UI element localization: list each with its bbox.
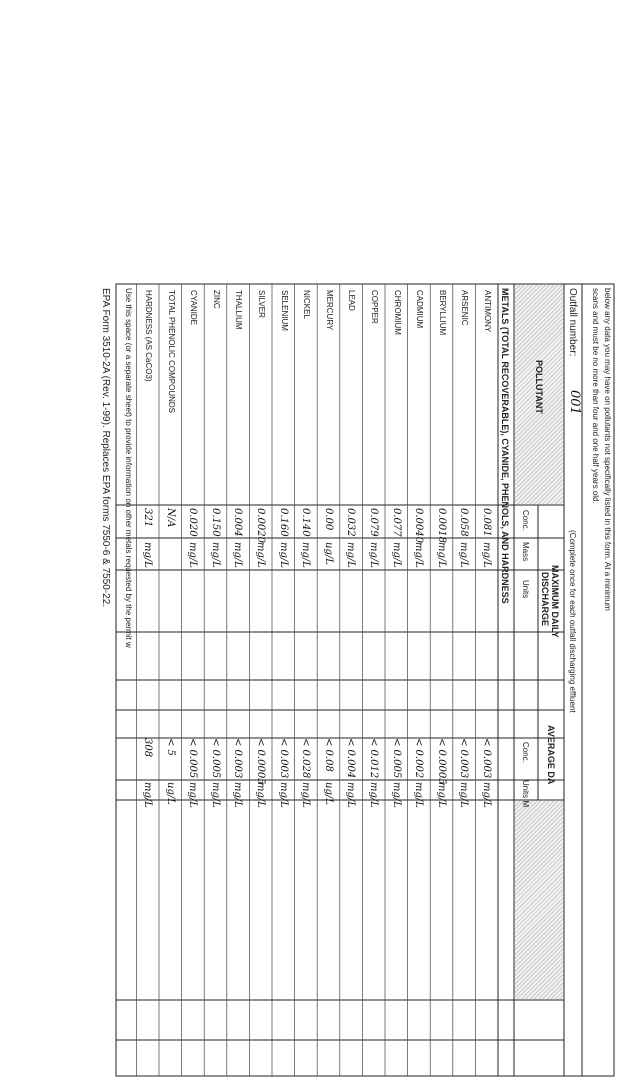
pollutant-name: NICKEL — [302, 290, 312, 319]
intro-line-1: below any data you may have on pollutants not specifically listed in this form. At a minimum — [603, 288, 612, 611]
pollutant-name: BERYLLIUM — [437, 290, 447, 336]
average-units: mg/L — [187, 782, 199, 808]
average-units: mg/L — [345, 782, 357, 808]
average-conc: < 0.012 — [368, 738, 379, 779]
pollutant-name: CHROMIUM — [392, 290, 402, 335]
average-units: mg/L — [435, 782, 447, 808]
max-daily-conc: N/A — [164, 508, 176, 528]
max-daily-conc: 0.077 — [390, 508, 402, 537]
max-daily-units: mg/L — [255, 542, 266, 568]
average-units: mg/L — [255, 782, 266, 808]
max-daily-units: mg/L — [481, 542, 492, 568]
average-units: ug/L — [322, 782, 334, 805]
average-conc: < 0.005 — [390, 738, 402, 779]
max-daily-conc: 0.0040 — [413, 508, 425, 543]
average-conc: < 0.005 — [187, 738, 199, 779]
pollutant-name: LEAD — [347, 290, 357, 311]
average-conc: < 5 — [164, 738, 176, 756]
max-daily-conc: 0.0020 — [255, 508, 266, 543]
max-daily-units: mg/L — [413, 542, 425, 568]
max-daily-units: mg/L — [232, 542, 244, 568]
max-daily-units: mg/L — [142, 542, 153, 568]
average-units: mg/L — [232, 782, 244, 808]
pollutant-name: SILVER — [257, 290, 266, 318]
max-daily-units: mg/L — [345, 542, 357, 568]
max-daily-conc: 0.0018 — [435, 508, 447, 543]
max-daily-header: MAXIMUM DAILY — [550, 565, 560, 638]
max-daily-conc: 0.004 — [232, 508, 244, 537]
outfall-number: 001 — [567, 390, 582, 415]
pollutant-name: ARSENIC — [460, 290, 470, 326]
average-units: mg/L — [390, 782, 402, 808]
average-units: mg/L — [458, 782, 470, 808]
average-units: mg/L — [481, 782, 492, 808]
max-daily-units: ug/L — [322, 542, 334, 565]
pollutant-name: ANTIMONY — [483, 290, 492, 333]
max-daily-units: mg/L — [277, 542, 289, 568]
average-conc: < 0.0005 — [435, 738, 447, 785]
pollutant-name: COPPER — [370, 290, 379, 324]
average-conc: < 0.003 — [277, 738, 289, 779]
pollutant-name: CADMIUM — [415, 290, 425, 329]
discharge-header: DISCHARGE — [540, 572, 550, 627]
max-daily-units: mg/L — [209, 542, 221, 568]
max-daily-conc: 0.032 — [345, 508, 357, 537]
average-conc: 308 — [142, 738, 153, 758]
max-daily-conc: 0.140 — [300, 508, 312, 537]
mass-header: Mass — [521, 542, 530, 562]
average-units: mg/L — [368, 782, 379, 808]
average-conc: < 0.08 — [322, 738, 334, 772]
max-daily-units: mg/L — [458, 542, 470, 568]
average-conc: < 0.0005 — [255, 738, 266, 785]
max-daily-units: mg/L — [435, 542, 447, 568]
pollutant-name: HARDNESS (AS CaCO3) — [144, 290, 153, 382]
outfall-note: (Complete once for each outfall discharging effluent — [568, 530, 577, 713]
header-shading-right — [515, 801, 563, 999]
epa-form-table — [98, 280, 618, 1080]
outfall-label: Outfall number: — [567, 288, 578, 357]
max-daily-conc: 0.00 — [322, 508, 334, 531]
average-units: mg/L — [300, 782, 312, 808]
average-conc: < 0.004 — [345, 738, 357, 779]
max-daily-conc: 0.150 — [209, 508, 221, 537]
average-units: mg/L — [142, 782, 153, 808]
average-units: mg/L — [413, 782, 425, 808]
conc-header-2: Conc. — [521, 742, 530, 763]
pollutant-name: THALLIUM — [234, 290, 244, 330]
pollutant-header: POLLUTANT — [534, 360, 544, 414]
average-conc: < 0.003 — [458, 738, 470, 779]
units-m-header: Units M — [521, 780, 530, 808]
average-conc: < 0.005 — [209, 738, 221, 779]
pollutant-name: MERCURY — [324, 290, 334, 331]
max-daily-conc: 321 — [142, 508, 153, 528]
max-daily-conc: 0.079 — [368, 508, 379, 537]
max-daily-units: mg/L — [390, 542, 402, 568]
units-header: Units — [521, 580, 530, 599]
pollutant-name: CYANIDE — [189, 290, 199, 325]
intro-line-2: scans and must be no more than four and one half years old. — [591, 288, 600, 504]
average-conc: < 0.028 — [300, 738, 312, 779]
pollutant-name: SELENIUM — [279, 290, 289, 331]
max-daily-conc: 0.020 — [187, 508, 199, 537]
average-conc: < 0.003 — [481, 738, 492, 779]
average-units: mg/L — [277, 782, 289, 808]
max-daily-units: mg/L — [187, 542, 199, 568]
max-daily-units: mg/L — [300, 542, 312, 568]
form-footer: EPA Form 3510-2A (Rev. 1-99). Replaces EPA forms 7550-6 & 7550-22. — [100, 288, 111, 608]
note-row: Use this space (or a separate sheet) to provide information on other metals requested by the permit w — [124, 288, 133, 648]
average-units: ug/L — [164, 782, 176, 805]
section-title: METALS (TOTAL RECOVERABLE), CYANIDE, PHENOLS, AND HARDNESS — [500, 288, 510, 604]
max-daily-conc: 0.160 — [277, 508, 289, 537]
pollutant-name: ZINC — [211, 290, 221, 309]
average-header: AVERAGE DA — [546, 725, 556, 785]
conc-header: Conc. — [521, 510, 530, 531]
average-units: mg/L — [209, 782, 221, 808]
max-daily-units: mg/L — [368, 542, 379, 568]
pollutant-name: TOTAL PHENOLIC COMPOUNDS — [166, 290, 176, 413]
average-conc: < 0.002 — [413, 738, 425, 779]
max-daily-conc: 0.081 — [481, 508, 492, 537]
average-conc: < 0.003 — [232, 738, 244, 779]
max-daily-conc: 0.058 — [458, 508, 470, 537]
